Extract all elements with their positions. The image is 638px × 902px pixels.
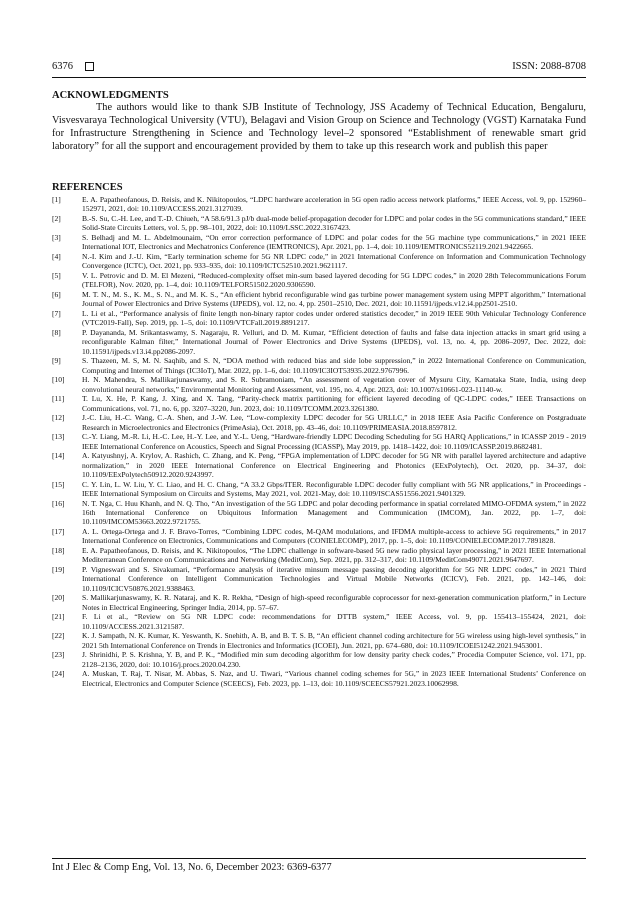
reference-number: [21] [52,612,65,622]
reference-item [52,546,586,565]
reference-item [52,650,586,669]
reference-item [52,413,586,432]
reference-number: [18] [52,545,65,555]
reference-text: J.-C. Liu, H.-C. Wang, C.-A. Shen, and J.-W. Lee, “Low-complexity LDPC decoder for 5G URLLC,” in 2018 IEEE Asia Pacific Conference on Postgraduate Research in Microelectronics and Electronics (PrimeAsia), Oct. 2018, pp. 43–46, doi: 10.1109/PRIMEASIA.2018.8597812. [82,413,586,432]
reference-item [52,480,586,499]
reference-text: S. Belhadj and M. L. Abdelmounaim, “On error correction performance of LDPC and polar codes for the 5G machine type communications,” in 2021 IEEE International IOT, Electronics and Mechatronics Conference (IEMTRONICS), Apr. 2021, pp. 1–4, doi: 10.1109/IEMTRONICS52119.2021.9422665. [82,232,586,252]
reference-text: P. Dayananda, M. Srikantaswamy, S. Nagaraju, R. Velluri, and D. M. Kumar, “Efficient detection of faults and false data injection attacks in smart grid using a reconfigurable Kalman filter,” International Journal of Power Electronics and Drive Systems (IJPEDS), vol. 13, no. 4, pp. 2086–2097, Dec. 2022, doi: 10.11591/ijpeds.v13.i4.pp2086-2097. [82,327,586,356]
reference-number: [14] [52,451,65,461]
footer-rule [52,858,586,859]
reference-number: [16] [52,498,65,508]
reference-text: C.-Y. Liang, M.-R. Li, H.-C. Lee, H.-Y. Lee, and Y.-L. Ueng, “Hardware-friendly LDPC Decoding Scheduling for 5G HARQ Applications,” in ICASSP 2019 - 2019 IEEE International Conference on Acoustics, Speech and Signal Processing (ICASSP), May 2019, pp. 1418–1422, doi: 10.1109/ICASSP.2019.8682481. [82,432,586,451]
reference-item [52,290,586,309]
reference-text: H. N. Mahendra, S. Mallikarjunaswamy, and S. R. Subramoniam, “An assessment of vegetation cover of Mysuru City, Karnataka State, India, using deep convolutional neural networks,” Environmental Monitoring and Assessment, vol. 195, no. 4, Apr. 2023, doi: 10.1007/s10661-023-11140-w. [82,375,586,394]
reference-item [52,214,586,233]
reference-number: [9] [52,356,61,366]
reference-item [52,195,586,214]
reference-text: V. L. Petrovic and D. M. El Mezeni, “Reduced-complexity offset min-sum based layered decoding for 5G LDPC codes,” in 2020 28th Telecommunications Forum (TELFOR), Nov. 2020, pp. 1–4, doi: 10.1109/TELFOR51502.2020.9306590. [82,270,586,290]
reference-text: T. Lu, X. He, P. Kang, J. Xing, and X. Tang, “Parity-check matrix partitioning for efficient layered decoding of QC-LDPC codes,” IEEE Transactions on Communications, vol. 71, no. 6, pp. 3207–3220, Jun. 2023, doi: 10.1109/TCOMM.2023.3261380. [82,394,586,413]
reference-text: E. A. Papatheofanous, D. Reisis, and K. Nikitopoulos, “The LDPC challenge in software-based 5G new radio physical layer processing,” in 2021 IEEE International Mediterranean Conference on Communications and Networking (MeditCom), Sep. 2021, pp. 312–317, doi: 10.1109/MeditCom49071.2021.9647697. [82,545,586,565]
reference-item [52,565,586,593]
reference-number: [2] [52,213,61,223]
acknowledgments-heading: ACKNOWLEDGMENTS [52,90,169,101]
reference-number: [24] [52,669,65,679]
reference-text: F. Li et al., “Review on 5G NR LDPC code: recommendations for DTTB system,” IEEE Access, vol. 9, pp. 155413–155424, 2021, doi: 10.1109/ACCESS.2021.3121587. [82,612,586,631]
header-left [52,61,94,72]
square-outline-icon [85,62,94,71]
reference-number: [4] [52,251,61,261]
reference-item [52,612,586,631]
reference-text: N.-I. Kim and J.-U. Kim, “Early termination scheme for 5G NR LDPC code,” in 2021 International Conference on Information and Communication Technology Convergence (ICTC), Oct. 2021, pp. 933–935, doi: 10.1109/ICTC52510.2021.9621117. [82,251,586,271]
reference-number: [15] [52,479,65,489]
reference-item [52,309,586,328]
reference-number: [17] [52,526,65,536]
reference-text: A. Muskan, T. Raj, T. Nisar, M. Abbas, S. Naz, and U. Tiwari, “Various channel coding schemes for 5G,” in 2023 IEEE International Students’ Conference on Electrical, Electronics and Computer Science (SCEECS), Feb. 2023, pp. 1–13, doi: 10.1109/SCEECS57921.2023.10062998. [82,669,586,688]
reference-item [52,328,586,356]
page-header [52,58,586,74]
reference-text: E. A. Papatheofanous, D. Reisis, and K. Nikitopoulos, “LDPC hardware acceleration in 5G open radio access network platforms,” IEEE Access, vol. 9, pp. 152960–152971, 2021, doi: 10.1109/ACCESS.2021.3127039. [82,195,586,214]
reference-text: L. Li et al., “Performance analysis of finite length non-binary raptor codes under ordered statistics decoder,” in 2019 IEEE 90th Vehicular Technology Conference (VTC2019-Fall), Sep. 2019, pp. 1–5, doi: 10.1109/VTCFall.2019.8891217. [82,308,586,328]
reference-number: [3] [52,232,61,242]
reference-text: J. Shrinidhi, P. S. Krishna, Y. B, and P. K., “Modified min sum decoding algorithm for low density parity check codes,” Procedia Computer Science, vol. 171, pp. 2128–2136, 2020, doi: 10.1016/j.procs.2020.04.230. [82,650,586,669]
reference-number: [13] [52,432,65,442]
reference-number: [6] [52,289,61,299]
acknowledgments-body: The authors would like to thank SJB Institute of Technology, JSS Academy of Technical Education, Bengaluru, Visvesvaraya Technological University (VTU), Belagavi and Vision Group on Science and Technology (VGST) Karnataka Fund for Infrastructure Strengthening in Science and Technology level–2 sponsored “Establishment of renewable smart grid laboratory” for all the support and encouragement provided by them to take up this research work and publish this paper [52,102,586,152]
reference-item [52,356,586,375]
reference-number: [12] [52,413,65,423]
reference-item [52,593,586,612]
reference-item [52,631,586,650]
reference-text: N. T. Nga, C. Huu Khanh, and N. Q. Tho, “An investigation of the 5G LDPC and polar decoding performance in spatial correlated MIMO-OFDMA system,” in 2022 16th International Conference on Ubiquitous Information Management and Communication (IMCOM), Jan. 2022, pp. 1–7, doi: 10.1109/IMCOM53663.2022.9721755. [82,498,586,527]
reference-number: [8] [52,327,61,337]
issn: ISSN: 2088-8708 [512,60,586,72]
reference-text: P. Vigneswari and S. Sivakumari, “Performance analysis of iterative minsum message passing decoding algorithm for 5G NR LDPC codes,” in 2021 Third International Conference on Intelligent Communication Technologies and Virtual Mobile Networks (ICICV), Feb. 2021, pp. 142–146, doi: 10.1109/ICICV50876.2021.9388463. [82,564,586,593]
references-heading: REFERENCES [52,182,123,193]
reference-item [52,527,586,546]
reference-text: M. T. N., M. S., K. M., S. N., and M. K. S., “An efficient hybrid reconfigurable wind gas turbine power management system using MPPT algorithm,” International Journal of Power Electronics and Drive Systems (IJPEDS), vol. 12, no. 4, pp. 2501–2510, Dec. 2021, doi: 10.11591/ijpeds.v12.i4.pp2501-2510. [82,289,586,309]
reference-text: B.-S. Su, C.-H. Lee, and T.-D. Chiueh, “A 58.6/91.3 pJ/b dual-mode belief-propagation decoder for LDPC and polar codes in the 5G communications standard,” IEEE Solid-State Circuits Letters, vol. 5, pp. 98–101, 2022, doi: 10.1109/LSSC.2022.3167423. [82,213,586,233]
reference-number: [23] [52,650,65,660]
reference-item [52,375,586,394]
reference-item [52,499,586,527]
reference-text: A. L. Ortega-Ortega and J. F. Bravo-Torres, “Combining LDPC codes, M-QAM modulations, and IFDMA multiple-access to achieve 5G requirements,” in 2017 International Conference on Electronics, Communications and Computers (CONIELECOMP), 2017, pp. 1–5, doi: 10.1109/CONIELECOMP.2017.7891828. [82,526,586,546]
reference-number: [11] [52,394,65,404]
reference-number: [5] [52,270,61,280]
reference-text: C. Y. Lin, L. W. Liu, Y. C. Liao, and H. C. Chang, “A 33.2 Gbps/ITER. Reconfigurable LDPC decoder fully compliant with 5G NR applications,” in Proceedings - IEEE International Symposium on Circuits and Systems, May 2021, vol. 2021-May, doi: 10.1109/ISCAS51556.2021.9401329. [82,479,586,499]
reference-text: K. J. Sampath, N. K. Kumar, K. Yeswanth, K. Snehith, A. B, and B. T. S. B, “An efficient channel coding architecture for 5G wireless using high-level synthesis,” in 2021 5th International Conference on Trends in Electronics and Informatics (ICOEI), Jun. 2021, pp. 674–680, doi: 10.1109/ICOEI51242.2021.9453001. [82,631,586,650]
reference-number: [10] [52,375,65,385]
references-list [52,195,586,688]
reference-item [52,432,586,451]
page-footer: Int J Elec & Comp Eng, Vol. 13, No. 6, December 2023: 6369-6377 [52,862,332,873]
reference-item [52,451,586,479]
reference-number: [22] [52,631,65,641]
reference-item [52,669,586,688]
reference-text: A. Katyushnyj, A. Krylov, A. Rashich, C. Zhang, and K. Peng, “FPGA implementation of LDPC decoder for 5G NR with parallel layered architecture and adaptive normalization,” in 2020 IEEE International Conference on Electrical Engineering and Photonics (EExPolytech), Oct. 2020, pp. 34–37, doi: 10.1109/EExPolytech50912.2020.9243997. [82,451,586,480]
reference-text: S. Mallikarjunaswamy, K. R. Nataraj, and K. R. Rekha, “Design of high-speed reconfigurable coprocessor for next-generation communication platform,” in Lecture Notes in Electrical Engineering, Springer India, 2014, pp. 57–67. [82,593,586,612]
reference-number: [1] [52,195,61,204]
reference-number: [19] [52,564,65,574]
reference-item [52,394,586,413]
reference-item [52,252,586,271]
reference-item [52,233,586,252]
header-rule [52,77,586,78]
reference-text: S. Thazeen, M. S, M. N. Saqhib, and S. N, “DOA method with reduced bias and side lobe suppression,” in 2022 International Conference on Communication, Computing and Internet of Things (IC3IoT), Mar. 2022, pp. 1–6, doi: 10.1109/IC3IOT53935.2022.9767996. [82,356,586,375]
reference-item [52,271,586,290]
reference-number: [7] [52,308,61,318]
reference-number: [20] [52,593,65,603]
page-number: 6376 [52,60,73,72]
